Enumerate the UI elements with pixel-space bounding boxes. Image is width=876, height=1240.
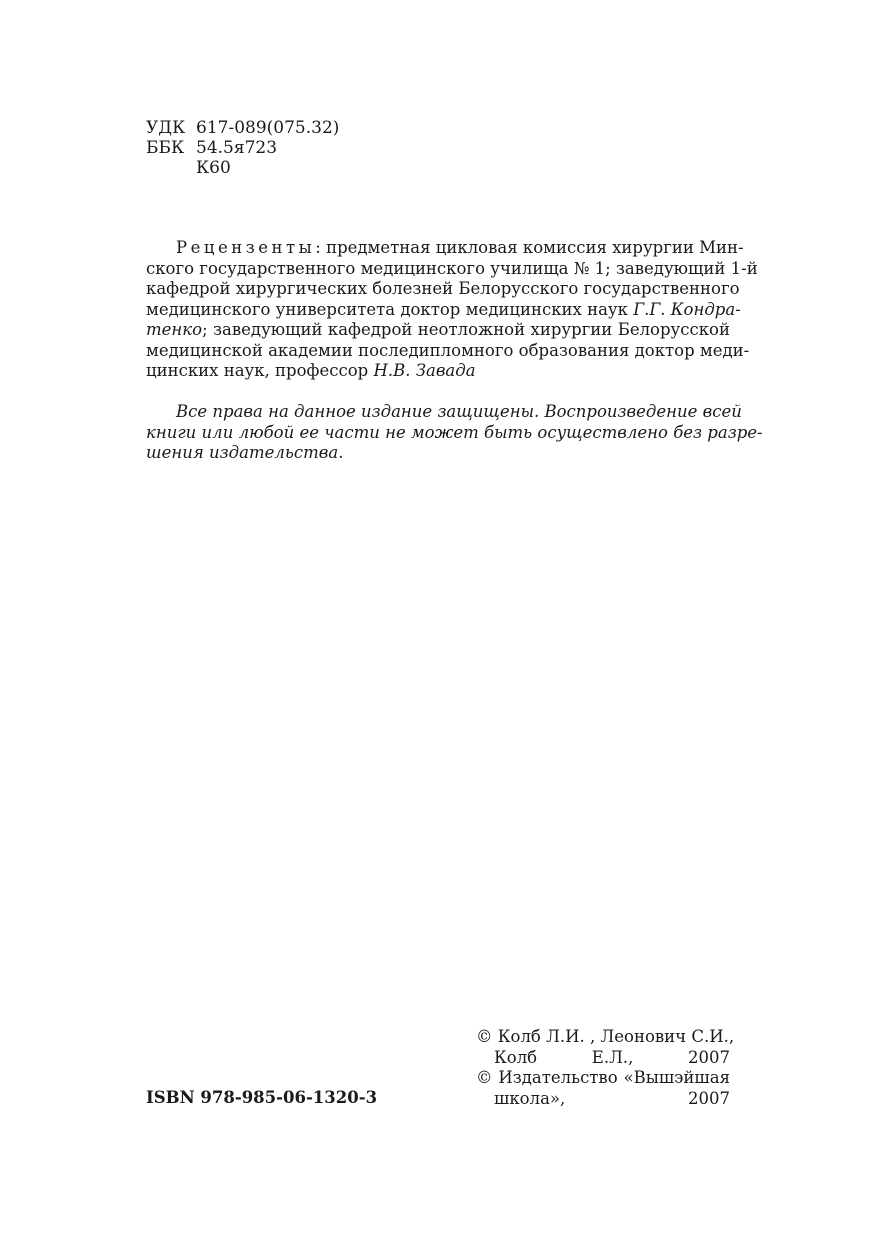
copyright-line: © Колб Л.И. , Леонович С.И.,	[476, 1027, 735, 1046]
udk-row	[146, 118, 339, 138]
bbk-row	[146, 138, 339, 158]
reviewers-line: Рецензенты: предметная цикловая комиссия хирургии Мин-	[176, 238, 744, 257]
rights-line: книги или любой ее части не может быть осуществлено без разре-	[146, 422, 763, 442]
reviewers-line: медицинского университета доктор медицинских наук Г.Г. Кондра-	[146, 299, 741, 319]
reviewer-name: тенко	[146, 320, 203, 339]
classification-block	[146, 118, 339, 178]
reviewers-line: тенко; заведующий кафедрой неотложной хирургии Белорусской	[146, 320, 730, 339]
bbk-value: 54.5я723	[196, 138, 278, 158]
reviewers-line: ского государственного медицинского училища № 1; заведующий 1-й	[146, 258, 758, 278]
reviewer-name: Н.В. Завада	[373, 361, 476, 380]
copyright-block	[476, 1027, 735, 1109]
reviewers-line: кафедрой хирургических болезней Белорусского государственного	[146, 279, 740, 298]
rights-notice	[146, 402, 763, 464]
udk-label: УДК	[146, 118, 186, 138]
rights-line: Все права на данное издание защищены. Воспроизведение всей	[176, 402, 742, 421]
udk-value: 617-089(075.32)	[196, 118, 340, 138]
copyright-line: Колб Е.Л., 2007	[494, 1047, 730, 1067]
reviewers-lead: Рецензенты	[176, 238, 316, 257]
reviewers-line: цинских наук, профессор Н.В. Завада	[146, 361, 476, 380]
author-mark-row	[146, 158, 339, 178]
reviewers-paragraph	[146, 238, 758, 382]
copyright-line: школа», 2007	[494, 1088, 730, 1108]
bbk-label: ББК	[146, 138, 185, 158]
isbn: ISBN 978-985-06-1320-3	[146, 1088, 378, 1107]
rights-line: шения издательства.	[146, 443, 344, 462]
copyright-line: © Издательство «Вышэйшая	[476, 1068, 730, 1087]
reviewer-name: Г.Г. Кондра-	[633, 299, 741, 319]
author-mark: К60	[196, 158, 231, 178]
reviewers-line: медицинской академии последипломного образования доктор меди-	[146, 340, 750, 360]
